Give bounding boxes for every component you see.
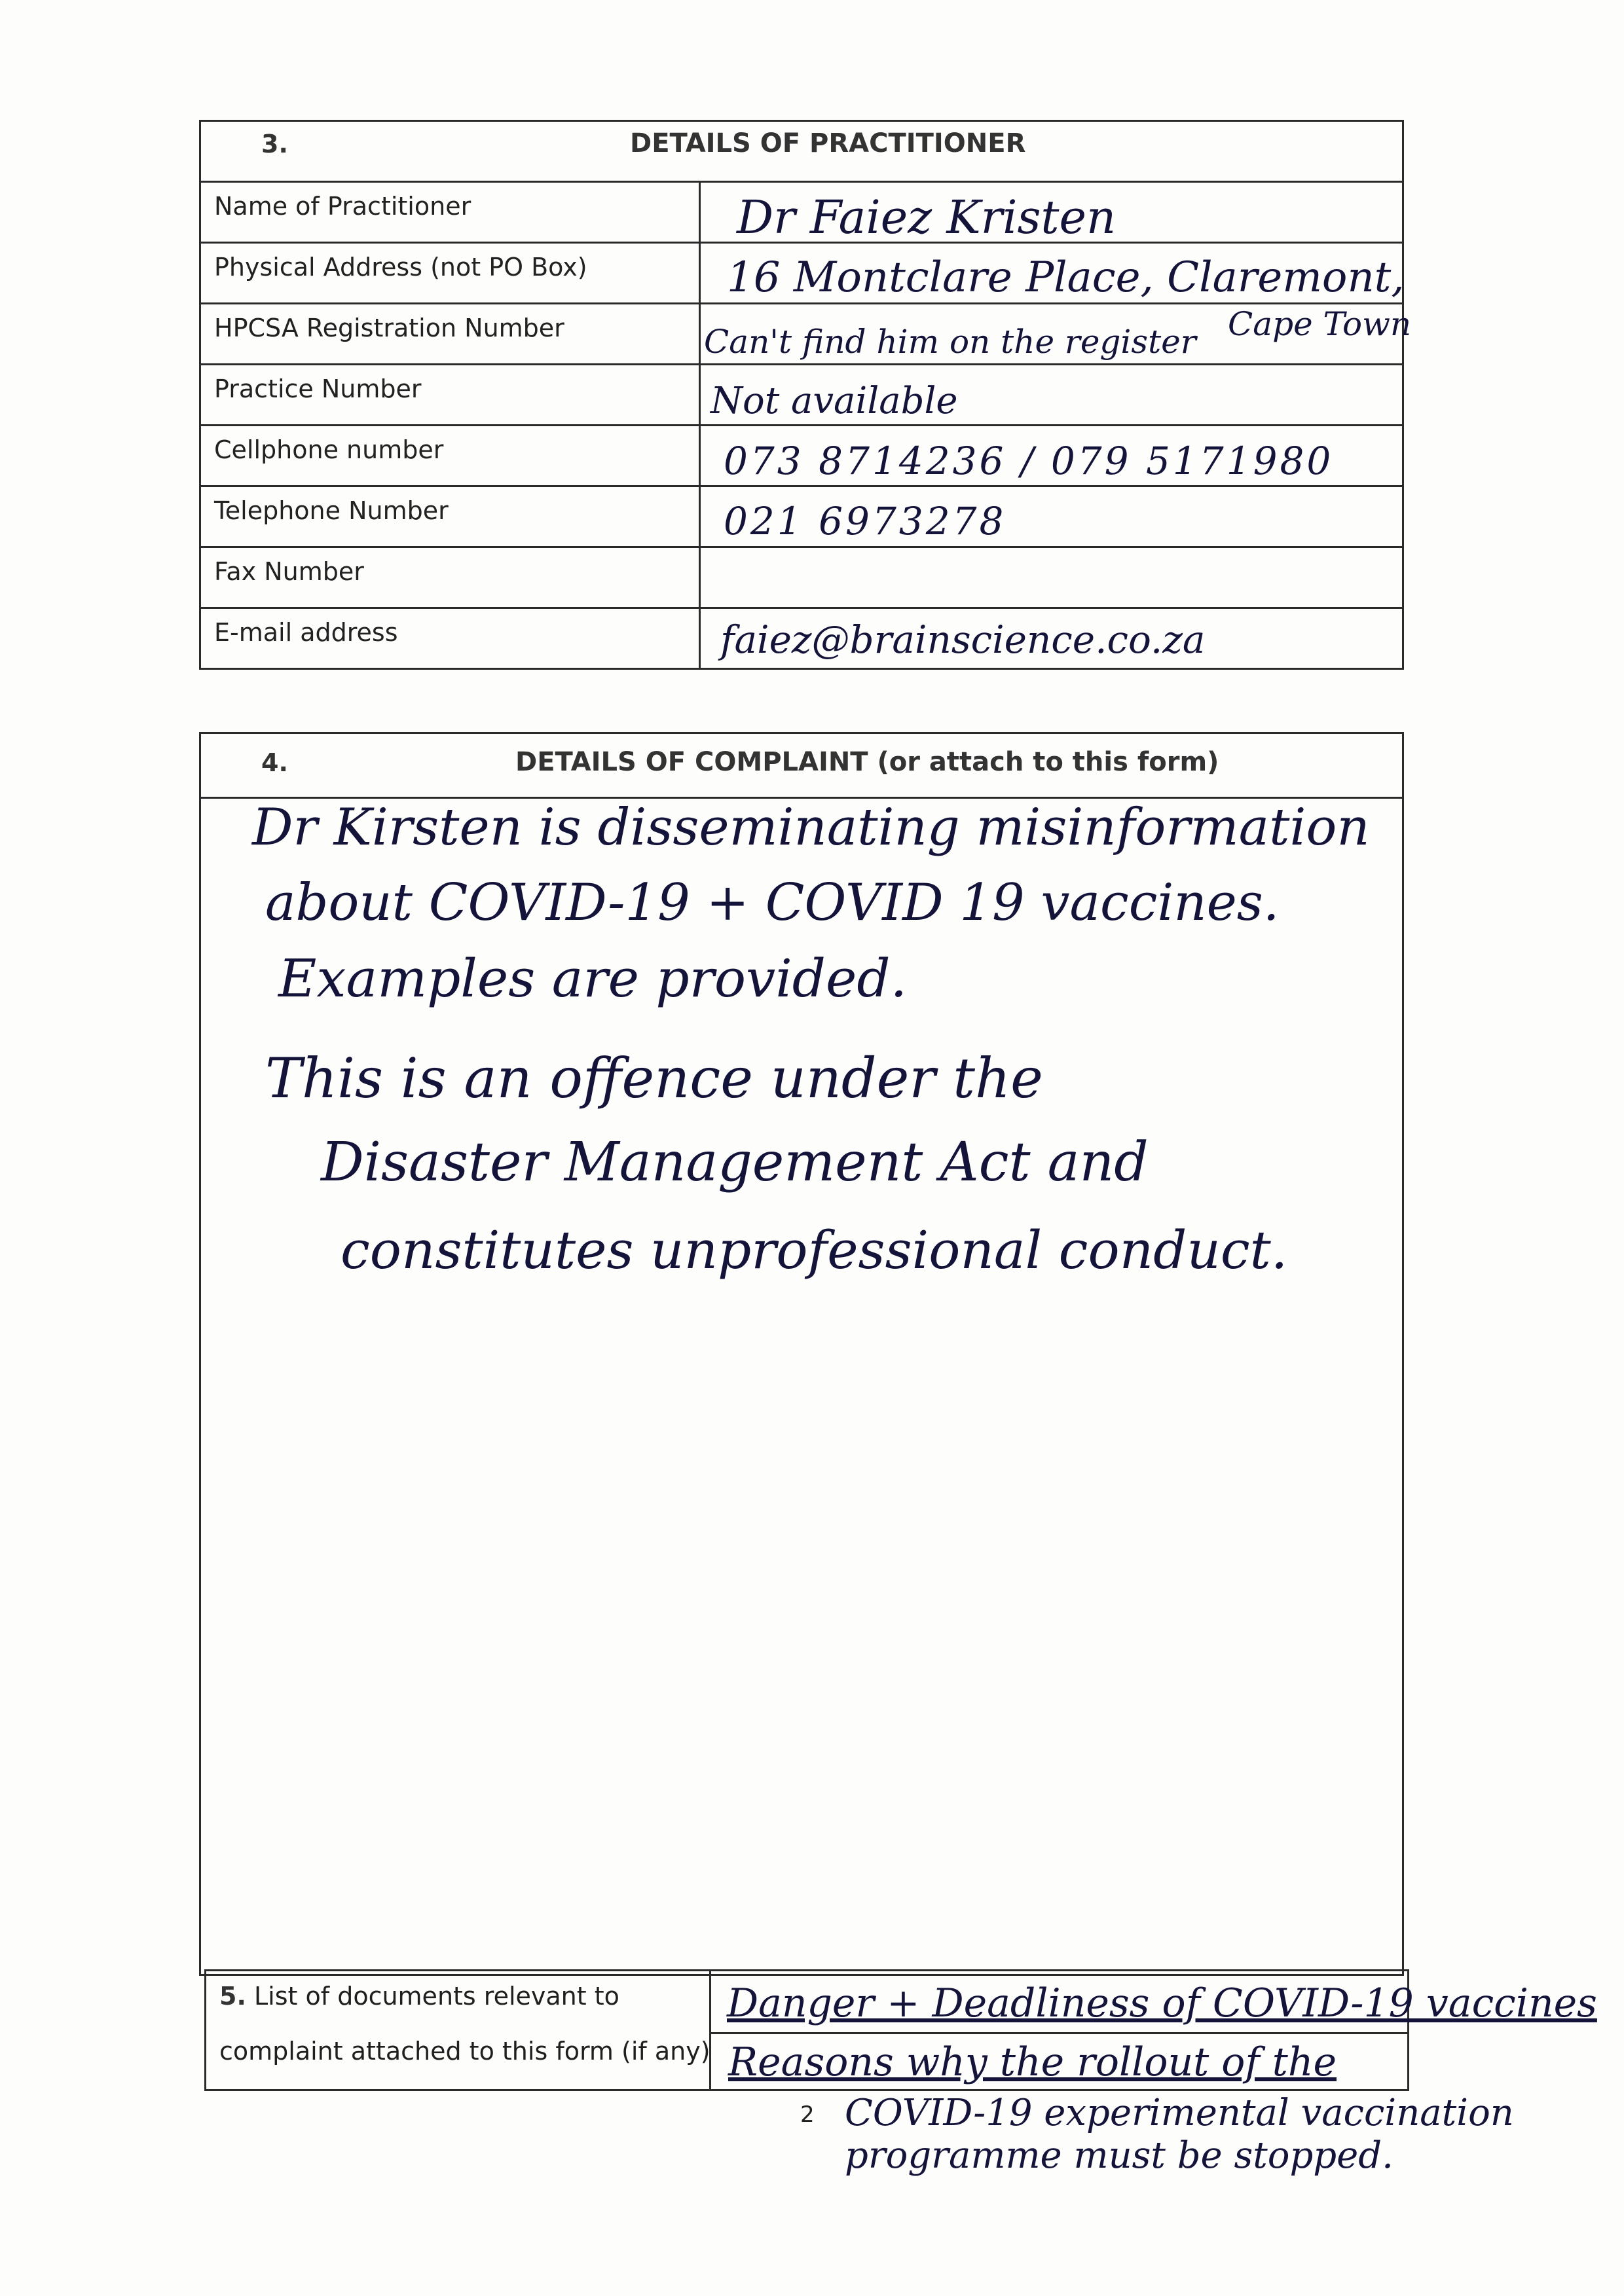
email-label: E-mail address bbox=[200, 608, 700, 669]
complaint-line: about COVID-19 + COVID 19 vaccines. bbox=[265, 873, 1280, 932]
practice-number-label: Practice Number bbox=[200, 365, 700, 426]
telephone-value: 021 6973278 bbox=[724, 499, 1006, 543]
cellphone-value: 073 8714236 / 079 5171980 bbox=[724, 439, 1334, 483]
complaint-line: constitutes unprofessional conduct. bbox=[341, 1220, 1288, 1281]
page-number: 2 bbox=[800, 2102, 815, 2128]
documents-label-line2: complaint attached to this form (if any) bbox=[219, 2037, 710, 2066]
hpcsa-value: Can't find him on the register bbox=[704, 323, 1196, 361]
practice-number-value: Not available bbox=[710, 380, 958, 422]
documents-label bbox=[219, 1982, 619, 2011]
document-item: programme must be stopped. bbox=[845, 2134, 1393, 2177]
document-item: COVID-19 experimental vaccination bbox=[845, 2092, 1514, 2134]
name-label: Name of Practitioner bbox=[200, 182, 700, 243]
section-number: 5. bbox=[219, 1982, 246, 2011]
hpcsa-label: HPCSA Registration Number bbox=[200, 304, 700, 365]
fax-label: Fax Number bbox=[200, 547, 700, 608]
section-heading: DETAILS OF PRACTITIONER bbox=[630, 128, 1026, 158]
fax-field bbox=[700, 547, 1403, 608]
address-value: 16 Montclare Place, Claremont, bbox=[727, 253, 1405, 302]
email-value: faiez@brainscience.co.za bbox=[720, 617, 1206, 662]
complaint-line: Examples are provided. bbox=[278, 948, 907, 1009]
cellphone-label: Cellphone number bbox=[200, 426, 700, 486]
documents-row-divider bbox=[709, 2032, 1407, 2034]
name-value: Dr Faiez Kristen bbox=[737, 191, 1116, 244]
complaint-line: Dr Kirsten is disseminating misinformation bbox=[252, 798, 1370, 857]
complaint-line: This is an offence under the bbox=[265, 1046, 1043, 1110]
complaint-line: Disaster Management Act and bbox=[321, 1131, 1149, 1194]
address-city-value: Cape Town bbox=[1228, 305, 1412, 343]
telephone-label: Telephone Number bbox=[200, 486, 700, 547]
documents-label-line1: List of documents relevant to bbox=[253, 1982, 619, 2011]
section-number: 4. bbox=[261, 748, 288, 777]
document-item: Reasons why the rollout of the bbox=[728, 2039, 1337, 2085]
section-number: 3. bbox=[261, 130, 288, 158]
documents-divider bbox=[709, 1971, 711, 2089]
complaint-header bbox=[201, 734, 1402, 799]
document-item: Danger + Deadliness of COVID-19 vaccines bbox=[727, 1980, 1597, 2026]
address-label: Physical Address (not PO Box) bbox=[200, 243, 700, 304]
practitioner-header bbox=[200, 121, 1403, 182]
section-heading: DETAILS OF COMPLAINT (or attach to this form) bbox=[515, 747, 1219, 777]
